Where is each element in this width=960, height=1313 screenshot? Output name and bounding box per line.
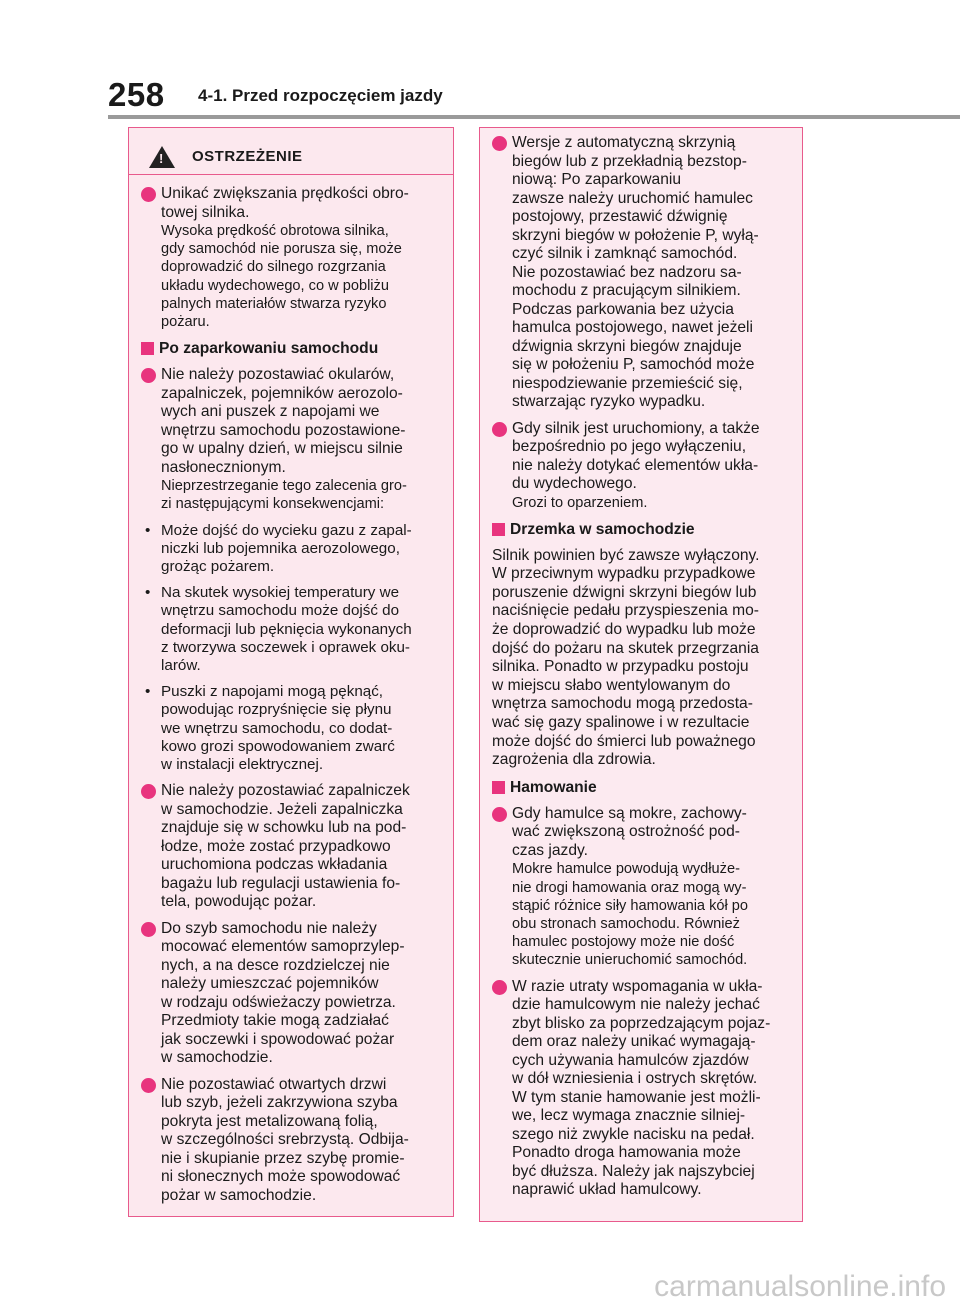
text-line: Ponadto droga hamowania może — [512, 1144, 741, 1162]
text-line: dźwignia skrzyni biegów znajduje — [512, 337, 742, 355]
text-line: należy umieszczać pojemników — [161, 975, 379, 993]
text-line: Do szyb samochodu nie należy — [161, 919, 377, 937]
subheading-text: Hamowanie — [510, 778, 597, 796]
text-line: układu wydechowego, co w pobliżu — [161, 277, 389, 294]
item-text — [161, 366, 441, 477]
text-line: skutecznie unieruchomić samochód. — [512, 952, 748, 969]
text-line: bezpośrednio po jego wyłączeniu, — [512, 438, 747, 455]
section-title: 4-1. Przed rozpoczęciem jazdy — [198, 86, 443, 105]
text-line: stwarzając ryzyko wypadku. — [512, 393, 706, 410]
text-line: w rodzaju odświeżaczy powietrza. — [161, 993, 396, 1011]
text-line: Gdy hamulce są mokre, zachowy- — [512, 804, 747, 822]
text-line: we wnętrzu samochodu, co dodat- — [161, 719, 393, 737]
warning-header — [129, 138, 453, 175]
text-line: niową: Po zaparkowaniu — [512, 171, 682, 188]
warning-title: OSTRZEŻENIE — [192, 148, 303, 165]
text-line: kowo grozi spowodowaniem zwarć — [161, 737, 395, 755]
text-line: wać się gazy spalinowe i w rezultacie — [492, 714, 750, 732]
exclamation-icon: ! — [159, 151, 164, 166]
text-line: dojść do pożaru na skutek przegrzania — [492, 639, 759, 657]
subheading — [492, 778, 790, 797]
list-item — [141, 920, 441, 1068]
bullet-mark: • — [145, 683, 151, 701]
text-line: szego niż zwykle nacisku na pedał. — [512, 1125, 755, 1143]
text-line: wać zwiększoną ostrożność pod- — [512, 823, 740, 841]
text-line: powodując rozpryśnięcie się płynu — [161, 701, 392, 719]
subheading-text: Drzemka w samochodzie — [510, 520, 695, 538]
text-line: deformacji lub pęknięcia wykonanych — [161, 620, 412, 638]
page-header — [108, 76, 960, 120]
text-line: Nie należy pozostawiać zapalniczek — [161, 782, 410, 800]
consequence-bullet — [141, 683, 441, 774]
text-line: nie należy dotykać elementów ukła- — [512, 456, 759, 474]
watermark: carmanualsonline.info — [654, 1270, 946, 1303]
text-line: być dłuższa. Należy jak najszybciej — [512, 1162, 755, 1180]
text-line: we, lecz wymaga znacznie silniej- — [512, 1107, 746, 1125]
list-item — [492, 420, 790, 512]
text-line: Mokre hamulce powodują wydłuże- — [512, 861, 740, 878]
text-line: cych używania hamulców zjazdów — [512, 1051, 749, 1069]
item-text — [512, 420, 790, 494]
text-line: stąpić różnice siły hamowania kół po — [512, 897, 749, 914]
text-line: Nieprzestrzeganie tego zalecenia gro- — [161, 478, 407, 495]
text-line: w samochodzie. Jeżeli zapalniczka — [161, 800, 403, 818]
bullet-dot-icon — [141, 1078, 156, 1093]
bullet-dot-icon — [492, 422, 507, 437]
text-line: nasłonecznionym. — [161, 458, 286, 476]
text-line: hamulec postojowy może nie dość — [512, 934, 735, 951]
text-line: Nie pozostawiać otwartych drzwi — [161, 1075, 387, 1093]
text-line: lub szyb, jeżeli zakrzywiona szyba — [161, 1094, 398, 1112]
text-line: mocować elementów samoprzylep- — [161, 938, 405, 956]
text-line: niczki lub pojemnika aerozolowego, — [161, 539, 400, 557]
text-line: dem oraz należy unikać wymagają- — [512, 1033, 756, 1051]
text-line: Na skutek wysokiej temperatury we — [161, 584, 400, 602]
bullet-text — [161, 683, 441, 774]
text-line: W tym stanie hamowanie jest możli- — [512, 1088, 761, 1106]
text-line: zi następującymi konsekwencjami: — [161, 496, 385, 513]
text-line: w instalacji elektrycznej. — [161, 756, 324, 774]
text-line: Nie pozostawiać bez nadzoru sa- — [512, 263, 742, 281]
item-note — [161, 222, 441, 331]
text-line: czas jazdy. — [512, 841, 588, 859]
bullet-dot-icon — [141, 922, 156, 937]
text-line: skrzyni biegów w położenie P, wyłą- — [512, 226, 759, 244]
item-text — [512, 805, 790, 861]
warning-panel-left — [128, 127, 454, 1217]
text-line: gdy samochód nie porusza się, może — [161, 241, 402, 258]
text-line: Grozi to oparzeniem. — [512, 494, 648, 511]
text-line: nie drogi hamowania oraz mogą wy- — [512, 879, 747, 896]
consequence-bullet — [141, 522, 441, 577]
square-marker-icon — [141, 342, 154, 355]
text-line: doprowadzić do silnego rozgrzania — [161, 259, 386, 276]
text-line: W razie utraty wspomagania w ukła- — [512, 977, 763, 995]
bullet-dot-icon — [492, 807, 507, 822]
bullet-dot-icon — [141, 368, 156, 383]
list-item — [492, 978, 790, 1200]
text-line: wnętrzu samochodu może dojść do — [161, 602, 400, 620]
item-text — [161, 185, 441, 222]
bullet-text — [161, 584, 441, 675]
text-line: Silnik powinien być zawsze wyłączony. — [492, 546, 760, 564]
square-marker-icon — [492, 781, 505, 794]
consequence-bullet — [141, 584, 441, 675]
header-rule — [108, 115, 960, 119]
list-item — [141, 1076, 441, 1206]
text-line: Nie należy pozostawiać okularów, — [161, 366, 395, 384]
text-line: uruchomiona podczas wkładania — [161, 856, 388, 874]
bullet-dot-icon — [141, 784, 156, 799]
text-line: zbyt blisko za poprzedzającym pojaz- — [512, 1014, 771, 1032]
text-line: palnych materiałów stwarza ryzyko — [161, 295, 387, 312]
item-text — [161, 920, 441, 1068]
text-line: Unikać zwiększania prędkości obro- — [161, 185, 409, 202]
text-line: z tworzywa soczewek i oprawek oku- — [161, 638, 410, 656]
text-line: larów. — [161, 657, 201, 675]
text-line: Może dojść do wycieku gazu z zapal- — [161, 521, 412, 539]
text-line: w szczególności srebrzystą. Odbija- — [161, 1131, 409, 1149]
text-line: postojowy, przestawić dźwignię — [512, 208, 728, 225]
bullet-mark: • — [145, 584, 151, 602]
text-line: zapalniczek, pojemników aerozolo- — [161, 384, 403, 402]
text-line: może dojść do śmierci lub poważnego — [492, 732, 756, 750]
text-line: towej silnika. — [161, 203, 250, 221]
bullet-dot-icon — [492, 136, 507, 151]
text-line: poruszenie dźwigni skrzyni biegów lub — [492, 583, 757, 601]
text-line: się w położeniu P, samochód może — [512, 356, 755, 373]
page-number: 258 — [108, 76, 165, 113]
text-line: pożaru. — [161, 314, 210, 331]
list-item — [492, 805, 790, 970]
paragraph — [492, 547, 790, 770]
text-line: zawsze należy uruchomić hamulec — [512, 189, 753, 207]
text-line: naciśnięcie pedału przyspieszenia mo- — [492, 602, 759, 620]
item-note — [512, 860, 790, 969]
text-line: Podczas parkowania bez użycia — [512, 300, 734, 318]
warning-panel-right — [479, 127, 803, 1222]
text-line: że doprowadzić do wypadku lub może — [492, 621, 756, 639]
text-line: Puszki z napojami mogą pęknąć, — [161, 683, 384, 701]
subheading — [492, 520, 790, 539]
text-line: znajduje się w schowku lub na pod- — [161, 819, 407, 837]
text-line: łodze, może zostać przypadkowo — [161, 837, 391, 855]
text-line: jak soczewki i spowodować pożar — [161, 1030, 395, 1048]
text-line: pożar w samochodzie. — [161, 1186, 317, 1204]
item-text — [512, 978, 790, 1200]
square-marker-icon — [492, 523, 505, 536]
text-line: hamulca postojowego, nawet jeżeli — [512, 319, 753, 336]
item-text — [512, 134, 790, 412]
item-note — [161, 477, 441, 513]
subheading — [141, 339, 441, 358]
text-line: nie i skupianie przez szybę promie- — [161, 1149, 405, 1167]
list-item — [492, 134, 790, 412]
list-item — [141, 366, 441, 513]
text-line: grożąc pożarem. — [161, 558, 275, 576]
text-line: pokryta jest metalizowaną folią, — [161, 1112, 378, 1130]
text-line: W przeciwnym wypadku przypadkowe — [492, 565, 756, 583]
item-note — [512, 494, 790, 512]
text-line: wnętrza samochodu mogą przedosta- — [492, 695, 753, 713]
text-line: Wersje z automatyczną skrzynią — [512, 134, 736, 151]
item-text — [161, 782, 441, 912]
list-item — [141, 782, 441, 912]
text-line: zagrożenia dla zdrowia. — [492, 751, 656, 769]
item-text — [161, 1076, 441, 1206]
text-line: silnika. Ponadto w przypadku postoju — [492, 658, 749, 676]
text-line: tela, powodując pożar. — [161, 893, 317, 911]
text-line: Przedmioty takie mogą zadziałać — [161, 1012, 389, 1030]
text-line: wnętrzu samochodu pozostawione- — [161, 421, 406, 439]
text-line: Gdy silnik jest uruchomiony, a także — [512, 419, 760, 437]
text-line: biegów lub z przekładnią bezstop- — [512, 152, 747, 170]
bullet-dot-icon — [141, 187, 156, 202]
list-item — [141, 185, 441, 331]
subheading-text: Po zaparkowaniu samochodu — [159, 340, 379, 358]
text-line: dzie hamulcowym nie należy jechać — [512, 996, 760, 1014]
text-line: Wysoka prędkość obrotowa silnika, — [161, 223, 389, 239]
bullet-text — [161, 522, 441, 577]
text-line: mochodu z pracującym silnikiem. — [512, 282, 741, 299]
text-line: w miejscu słabo wentylowanym do — [492, 676, 731, 694]
text-line: du wydechowego. — [512, 475, 637, 492]
bullet-mark: • — [145, 521, 151, 539]
text-line: czyć silnik i zamknąć samochód. — [512, 245, 738, 262]
text-line: obu stronach samochodu. Również — [512, 915, 740, 932]
text-line: ni słonecznych może spowodować — [161, 1168, 401, 1186]
text-line: nych, a na desce rozdzielczej nie — [161, 956, 390, 974]
text-line: naprawić układ hamulcowy. — [512, 1181, 702, 1199]
text-line: go w upalny dzień, w miejscu silnie — [161, 440, 403, 458]
bullet-dot-icon — [492, 980, 507, 995]
text-line: w samochodzie. — [161, 1049, 273, 1067]
text-line: niespodziewanie przemieścić się, — [512, 374, 743, 392]
text-line: wych ani puszek z napojami we — [161, 403, 380, 421]
text-line: w dół wzniesienia i ostrych skrętów. — [512, 1070, 758, 1088]
text-line: bagażu lub regulacji ustawienia fo- — [161, 874, 401, 892]
